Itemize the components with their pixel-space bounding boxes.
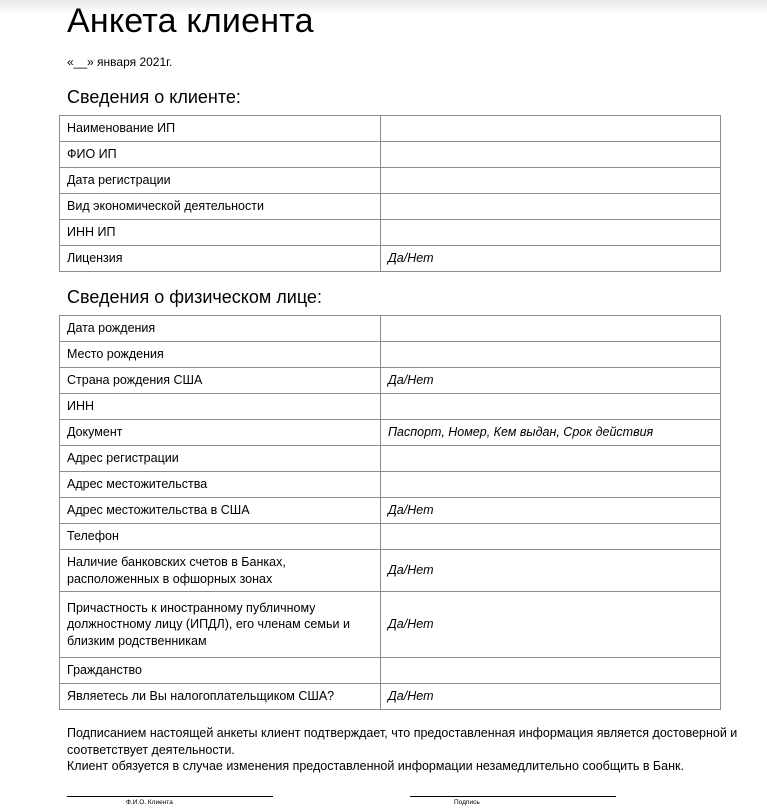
field-value[interactable] — [381, 658, 721, 684]
field-label: Телефон — [60, 524, 381, 550]
field-value[interactable]: Паспорт, Номер, Кем выдан, Срок действия — [381, 420, 721, 446]
field-value[interactable]: Да/Нет — [381, 592, 721, 658]
client-section-title: Сведения о клиенте: — [67, 87, 241, 107]
field-value[interactable] — [381, 446, 721, 472]
field-label: Адрес местожительства в США — [60, 498, 381, 524]
client-name-signature-line — [67, 796, 273, 797]
field-value[interactable] — [381, 524, 721, 550]
field-label: Дата регистрации — [60, 168, 381, 194]
field-label: Документ — [60, 420, 381, 446]
field-value[interactable] — [381, 342, 721, 368]
table-row — [60, 524, 721, 550]
field-label: Лицензия — [60, 246, 381, 272]
field-label: ИНН — [60, 394, 381, 420]
client-name-caption: Ф.И.О. Клиента — [126, 799, 173, 806]
footer-paragraph-obligation: Клиент обязуется в случае изменения предоставленной информации незамедлительно сообщить в Банк. — [67, 759, 684, 773]
field-value[interactable] — [381, 116, 721, 142]
table-row — [60, 446, 721, 472]
table-row — [60, 116, 721, 142]
client-info-table — [59, 115, 721, 272]
field-value[interactable] — [381, 142, 721, 168]
table-row — [60, 472, 721, 498]
field-value[interactable] — [381, 220, 721, 246]
field-label: Страна рождения США — [60, 368, 381, 394]
table-row — [60, 316, 721, 342]
table-row — [60, 246, 721, 272]
table-row — [60, 592, 721, 658]
table-row — [60, 142, 721, 168]
field-value[interactable] — [381, 168, 721, 194]
field-value[interactable] — [381, 394, 721, 420]
field-label: Причастность к иностранному публичному должностному лицу (ИПДЛ), его членам семьи и близким родственникам — [60, 592, 381, 658]
field-label: ИНН ИП — [60, 220, 381, 246]
field-label: Являетесь ли Вы налогоплательщиком США? — [60, 684, 381, 710]
field-label: Наличие банковских счетов в Банках, расположенных в офшорных зонах — [60, 550, 381, 592]
person-info-table — [59, 315, 721, 710]
table-row — [60, 168, 721, 194]
field-label: Наименование ИП — [60, 116, 381, 142]
table-row — [60, 550, 721, 592]
table-row — [60, 368, 721, 394]
field-label: Дата рождения — [60, 316, 381, 342]
signature-line — [410, 796, 616, 797]
field-label: Вид экономической деятельности — [60, 194, 381, 220]
field-label: Гражданство — [60, 658, 381, 684]
table-row — [60, 220, 721, 246]
table-row — [60, 420, 721, 446]
field-value[interactable]: Да/Нет — [381, 368, 721, 394]
field-value[interactable]: Да/Нет — [381, 246, 721, 272]
field-value[interactable]: Да/Нет — [381, 684, 721, 710]
document-date: «__» января 2021г. — [67, 55, 173, 69]
table-row — [60, 194, 721, 220]
field-label: Адрес местожительства — [60, 472, 381, 498]
table-row — [60, 658, 721, 684]
field-label: Место рождения — [60, 342, 381, 368]
field-value[interactable] — [381, 194, 721, 220]
person-section-title: Сведения о физическом лице: — [67, 287, 322, 307]
field-value[interactable] — [381, 472, 721, 498]
footer-disclaimer — [67, 725, 747, 775]
field-label: ФИО ИП — [60, 142, 381, 168]
table-row — [60, 498, 721, 524]
table-row — [60, 342, 721, 368]
field-label: Адрес регистрации — [60, 446, 381, 472]
table-row — [60, 394, 721, 420]
document-title: Анкета клиента — [67, 2, 314, 40]
field-value[interactable] — [381, 316, 721, 342]
footer-paragraph-confirmation: Подписанием настоящей анкеты клиент подтверждает, что предоставленная информация является достоверной и соответствует деятельности. — [67, 726, 738, 757]
table-row — [60, 684, 721, 710]
signature-caption: Подпись — [454, 799, 480, 806]
field-value[interactable]: Да/Нет — [381, 498, 721, 524]
field-value[interactable]: Да/Нет — [381, 550, 721, 592]
